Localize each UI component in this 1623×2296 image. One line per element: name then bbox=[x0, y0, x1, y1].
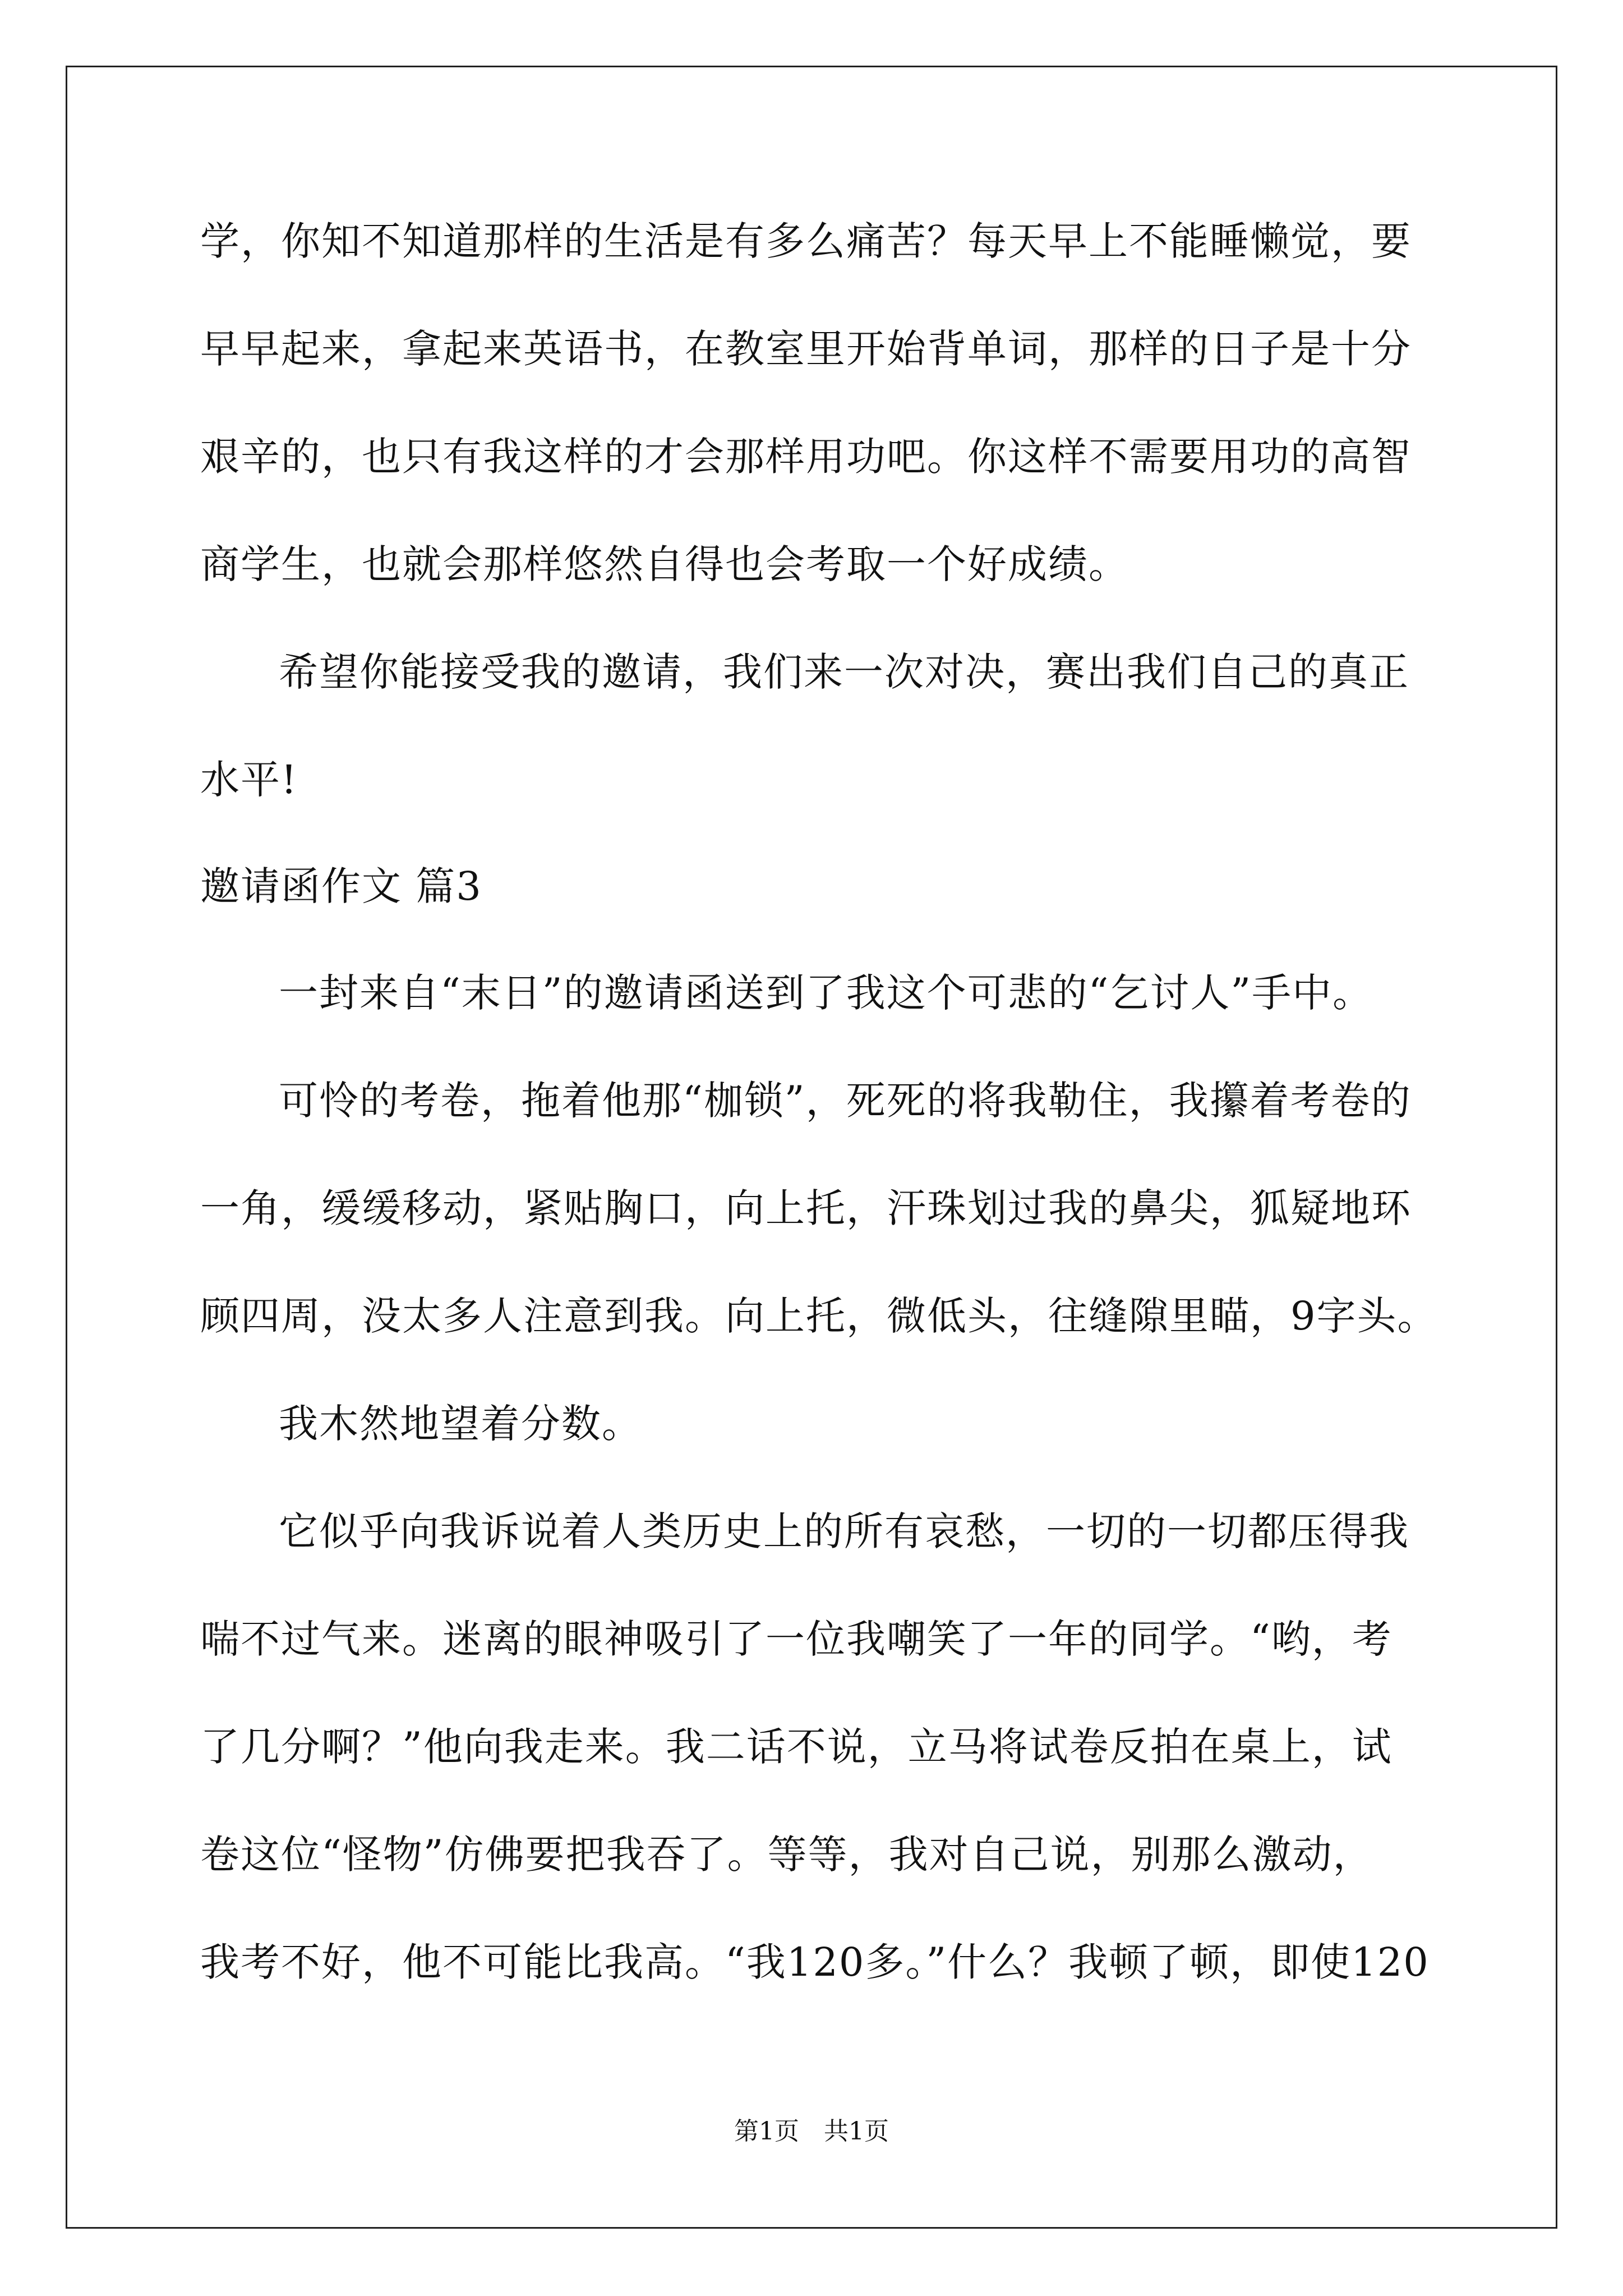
text-line: 希望你能接受我的邀请，我们来一次对决，赛出我们自己的真正 bbox=[279, 649, 1409, 695]
text-line: 一封来自“末日”的邀请函送到了我这个可悲的“乞讨人”手中。 bbox=[279, 970, 1373, 1016]
text-line: 早早起来，拿起来英语书，在教室里开始背单词，那样的日子是十分 bbox=[200, 326, 1412, 372]
section-heading: 邀请函作文 篇3 bbox=[200, 863, 482, 909]
text-line: 喘不过气来。迷离的眼神吸引了一位我嘲笑了一年的同学。“哟，考 bbox=[200, 1616, 1393, 1662]
text-line: 了几分啊？”他向我走来。我二话不说，立马将试卷反拍在桌上，试 bbox=[200, 1724, 1393, 1770]
text-line: 我木然地望着分数。 bbox=[279, 1401, 642, 1447]
text-line: 卷这位“怪物”仿佛要把我吞了。等等，我对自己说，别那么激动， bbox=[200, 1832, 1373, 1878]
text-line: 商学生，也就会那样悠然自得也会考取一个好成绩。 bbox=[200, 541, 1129, 587]
text-line: 它似乎向我诉说着人类历史上的所有哀愁，一切的一切都压得我 bbox=[279, 1508, 1409, 1554]
text-line: 一角，缓缓移动，紧贴胸口，向上托，汗珠划过我的鼻尖，狐疑地环 bbox=[200, 1185, 1412, 1231]
page-border bbox=[66, 66, 1557, 2229]
text-line: 学，你知不知道那样的生活是有多么痛苦？每天早上不能睡懒觉，要 bbox=[200, 218, 1412, 264]
text-line: 艰辛的，也只有我这样的才会那样用功吧。你这样不需要用功的高智 bbox=[200, 434, 1412, 480]
text-line: 水平! bbox=[200, 757, 298, 803]
text-line: 我考不好，他不可能比我高。“我120多。”什么？我顿了顿，即使120 bbox=[200, 1939, 1430, 1985]
text-line: 可怜的考卷，拖着他那“枷锁”，死死的将我勒住，我攥着考卷的 bbox=[279, 1078, 1412, 1124]
page-footer: 第1页 共1页 bbox=[734, 2117, 889, 2146]
text-line: 顾四周，没太多人注意到我。向上托，微低头，往缝隙里瞄，9字头。 bbox=[200, 1293, 1438, 1339]
